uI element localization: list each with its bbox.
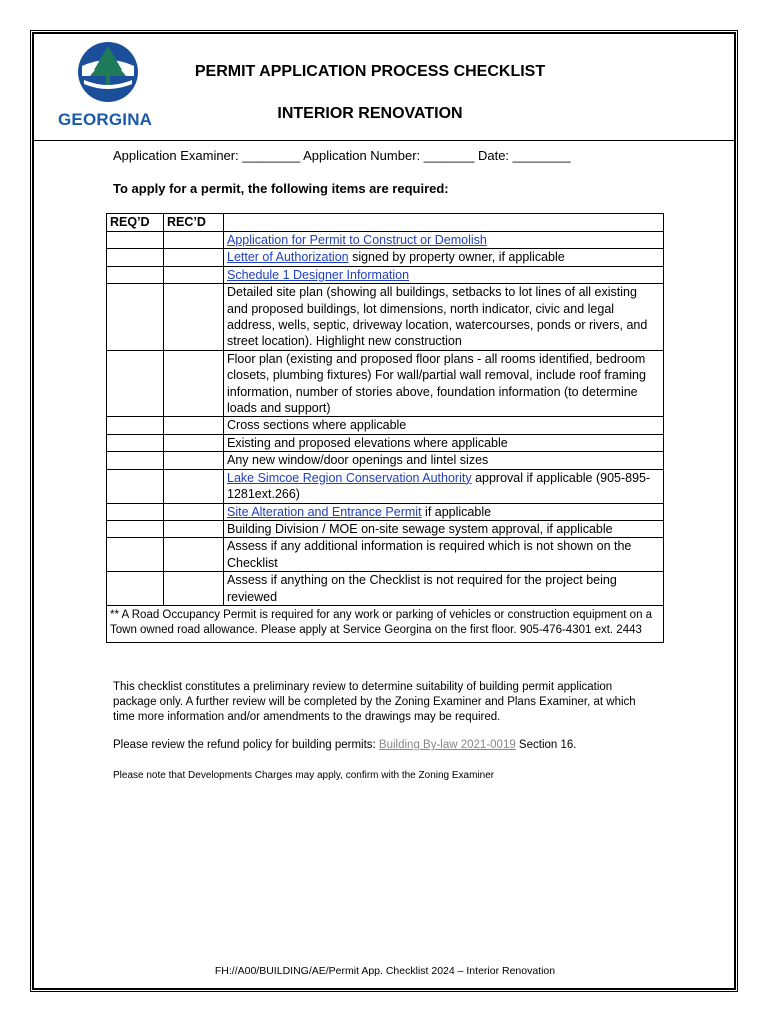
req-checkbox-cell[interactable] [107, 266, 164, 283]
table-row [107, 232, 664, 249]
item-text: approval if applicable (905-895-1281ext.266) [227, 470, 651, 502]
table-row [107, 350, 664, 417]
item-text: signed by property owner, if applicable [348, 250, 565, 265]
preliminary-review-paragraph: This checklist constitutes a preliminary review to determine suitability of building permit application package only. A further review will be completed by the Zoning Examiner and Plans Examiner, at which time more information and/or amendments to the drawings may be required. [113, 681, 636, 723]
item-cell [224, 469, 664, 503]
req-checkbox-cell[interactable] [107, 520, 164, 537]
logo-text: GEORGINA [58, 110, 153, 129]
item-text: Assess if any additional information is required which is not shown on the Checklist [227, 539, 632, 570]
item-text: Existing and proposed elevations where applicable [227, 435, 508, 450]
refund-policy-text: Please review the refund policy for building permits: [113, 739, 379, 751]
table-row [107, 469, 664, 503]
item-cell [224, 249, 664, 266]
item-cell [224, 284, 664, 351]
note-row [107, 605, 664, 642]
rec-checkbox-cell[interactable] [164, 266, 224, 283]
header-divider [33, 140, 735, 141]
req-checkbox-cell[interactable] [107, 503, 164, 520]
table-row [107, 249, 664, 266]
req-checkbox-cell[interactable] [107, 434, 164, 451]
refund-policy-suffix: Section 16. [515, 739, 577, 751]
item-text: Cross sections where applicable [227, 418, 407, 433]
req-checkbox-cell[interactable] [107, 232, 164, 249]
item-text: Detailed site plan (showing all buildings, setbacks to lot lines of all existing and proposed buildings, lot dimensions, north indicator, civic and legal address, wells, septic, driveway location, watercourses, ponds or rivers, and street location). Highlight new construction [227, 285, 648, 349]
item-text: Floor plan (existing and proposed floor plans - all rooms identified, bedroom closets, plumbing fixtures) For wall/partial wall removal, include roof framing information, number of stories above, foundation information (to determine loads and support) [227, 351, 646, 416]
req-checkbox-cell[interactable] [107, 538, 164, 572]
item-cell [224, 520, 664, 537]
refund-policy-paragraph [113, 738, 658, 753]
item-cell [224, 350, 664, 417]
item-cell [224, 232, 664, 249]
lsrca-link[interactable]: Lake Simcoe Region Conservation Authority [227, 470, 472, 485]
application-permit-link[interactable]: Application for Permit to Construct or Demolish [227, 233, 487, 247]
rec-checkbox-cell[interactable] [164, 538, 224, 572]
rec-checkbox-cell[interactable] [164, 417, 224, 434]
item-cell [224, 417, 664, 434]
rec-checkbox-cell[interactable] [164, 284, 224, 351]
req-checkbox-cell[interactable] [107, 417, 164, 434]
table-row [107, 417, 664, 434]
footer-path: FH://A00/BUILDING/AE/Permit App. Checklist 2024 – Interior Renovation [214, 965, 556, 977]
item-text: if applicable [421, 504, 492, 519]
rec-checkbox-cell[interactable] [164, 452, 224, 469]
item-cell [224, 538, 664, 572]
req-checkbox-cell[interactable] [107, 572, 164, 606]
req-checkbox-cell[interactable] [107, 249, 164, 266]
rec-checkbox-cell[interactable] [164, 249, 224, 266]
application-fields [113, 148, 571, 163]
table-row [107, 452, 664, 469]
bylaw-link[interactable]: Building By-law 2021-0019 [378, 739, 516, 751]
item-cell [224, 434, 664, 451]
rec-checkbox-cell[interactable] [164, 503, 224, 520]
table-row [107, 266, 664, 283]
req-header: REQ’D [107, 214, 164, 232]
rec-checkbox-cell[interactable] [164, 350, 224, 417]
item-cell [224, 572, 664, 606]
examiner-field[interactable]: Application Examiner: ________ [113, 148, 304, 163]
req-checkbox-cell[interactable] [107, 350, 164, 417]
site-alteration-link[interactable]: Site Alteration and Entrance Permit [227, 504, 422, 519]
req-checkbox-cell[interactable] [107, 284, 164, 351]
date-field[interactable]: Date: ________ [477, 148, 571, 163]
road-occupancy-note: ** A Road Occupancy Permit is required for any work or parking of vehicles or construction equipment on a Town owned road allowance. Please apply at Service Georgina on the first floor. 905-476-4301 ext. 2443 [107, 605, 664, 642]
table-row [107, 503, 664, 520]
table-row [107, 434, 664, 451]
item-text: Assess if anything on the Checklist is not required for the project being reviewed [227, 573, 617, 604]
table-header-row [107, 214, 664, 232]
item-cell [224, 266, 664, 283]
rec-checkbox-cell[interactable] [164, 232, 224, 249]
req-checkbox-cell[interactable] [107, 452, 164, 469]
item-cell [224, 452, 664, 469]
development-charges-note: Please note that Developments Charges may apply, confirm with the Zoning Examiner [113, 770, 495, 781]
intro-text: To apply for a permit, the following items are required: [113, 181, 449, 196]
checklist-table [106, 213, 664, 643]
req-checkbox-cell[interactable] [107, 469, 164, 503]
item-text: Any new window/door openings and lintel sizes [227, 453, 489, 468]
rec-checkbox-cell[interactable] [164, 434, 224, 451]
rec-checkbox-cell[interactable] [164, 469, 224, 503]
item-text: Building Division / MOE on-site sewage system approval, if applicable [227, 521, 613, 536]
letter-of-authorization-link[interactable]: Letter of Authorization [227, 250, 349, 265]
application-number-field[interactable]: Application Number: _______ [303, 148, 478, 163]
table-row [107, 572, 664, 606]
rec-checkbox-cell[interactable] [164, 520, 224, 537]
item-cell [224, 503, 664, 520]
page-subtitle: INTERIOR RENOVATION [277, 105, 463, 122]
table-row [107, 520, 664, 537]
page-title: PERMIT APPLICATION PROCESS CHECKLIST [194, 63, 546, 80]
table-row [107, 284, 664, 351]
rec-checkbox-cell[interactable] [164, 572, 224, 606]
item-header [224, 214, 664, 232]
schedule-1-link[interactable]: Schedule 1 Designer Information [227, 267, 410, 282]
rec-header: REC’D [164, 214, 224, 232]
table-row [107, 538, 664, 572]
